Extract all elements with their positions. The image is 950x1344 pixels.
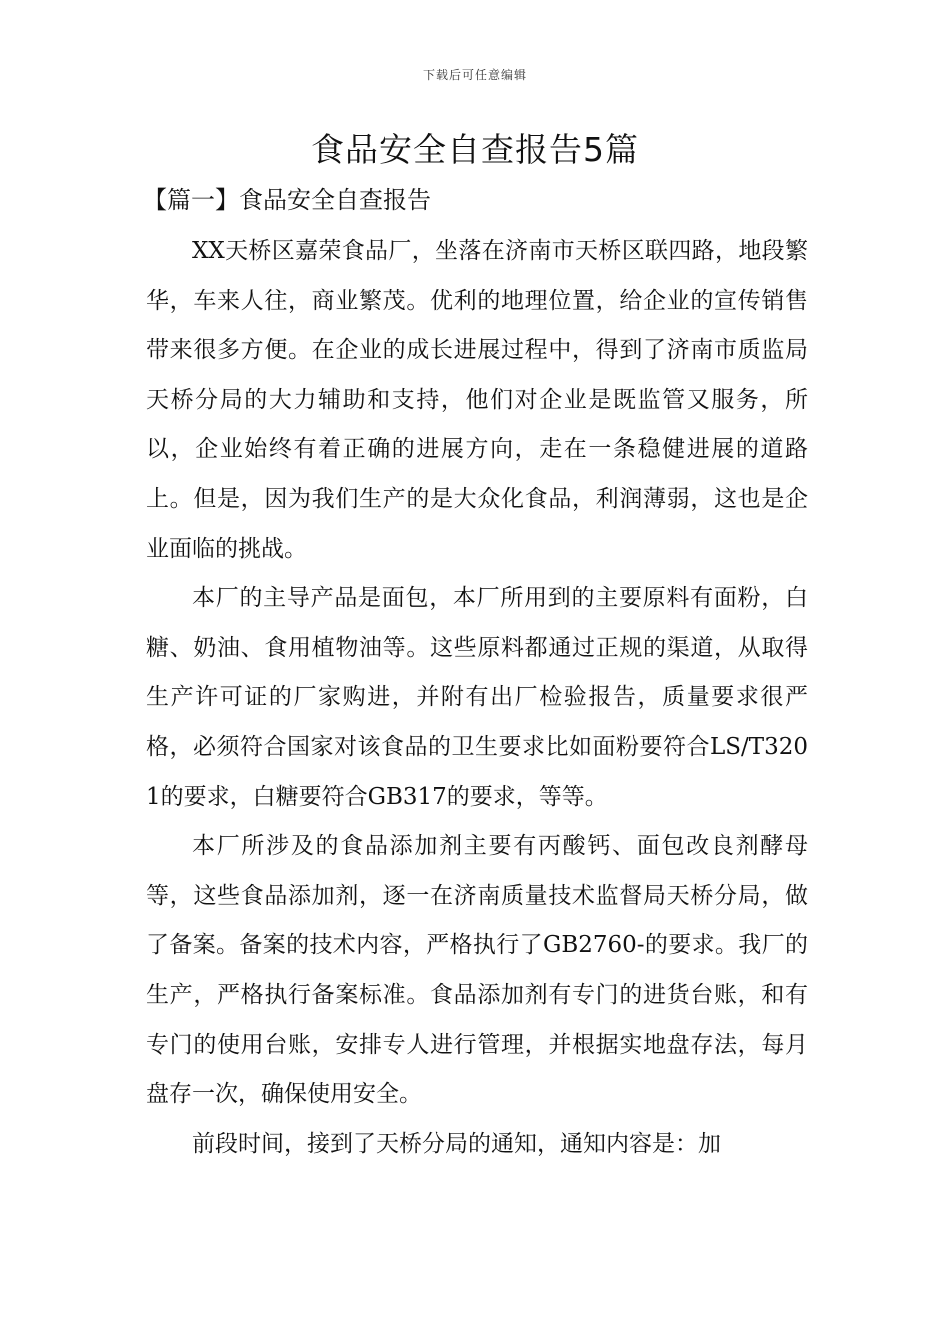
section-heading: 【篇一】食品安全自查报告 bbox=[143, 186, 431, 214]
header-note: 下载后可任意编辑 bbox=[422, 68, 527, 82]
paragraph-2: 本厂的主导产品是面包，本厂所用到的主要原料有面粉，白糖、奶油、食用植物油等。这些原料都通过正规的渠道，从取得生产许可证的厂家购进，并附有出厂检验报告，质量要求很严格，必须符合国家对该食品的卫生要求比如面粉要符合LS/T3201的要求，白糖要符合GB317的要求，等等。 bbox=[146, 585, 808, 810]
paragraph-4: 前段时间，接到了天桥分局的通知，通知内容是：加 bbox=[192, 1130, 721, 1157]
paragraph-3: 本厂所涉及的食品添加剂主要有丙酸钙、面包改良剂酵母等，这些食品添加剂，逐一在济南质量技术监督局天桥分局，做了备案。备案的技术内容，严格执行了GB2760-的要求。我厂的生产，严格执行备案标准。食品添加剂有专门的进货台账，和有专门的使用台账，安排专人进行管理，并根据实地盘存法，每月盘存一次，确保使用安全。 bbox=[146, 833, 808, 1108]
document-body bbox=[146, 227, 808, 1169]
paragraph-1: XX天桥区嘉荣食品厂，坐落在济南市天桥区联四路，地段繁华，车来人往，商业繁茂。优利的地理位置，给企业的宣传销售带来很多方便。在企业的成长进展过程中，得到了济南市质监局天桥分局的大力辅助和支持，他们对企业是既监管又服务，所以，企业始终有着正确的进展方向，走在一条稳健进展的道路上。但是，因为我们生产的是大众化食品，利润薄弱，这也是企业面临的挑战。 bbox=[146, 238, 808, 562]
document-title: 食品安全自查报告5篇 bbox=[311, 130, 639, 169]
